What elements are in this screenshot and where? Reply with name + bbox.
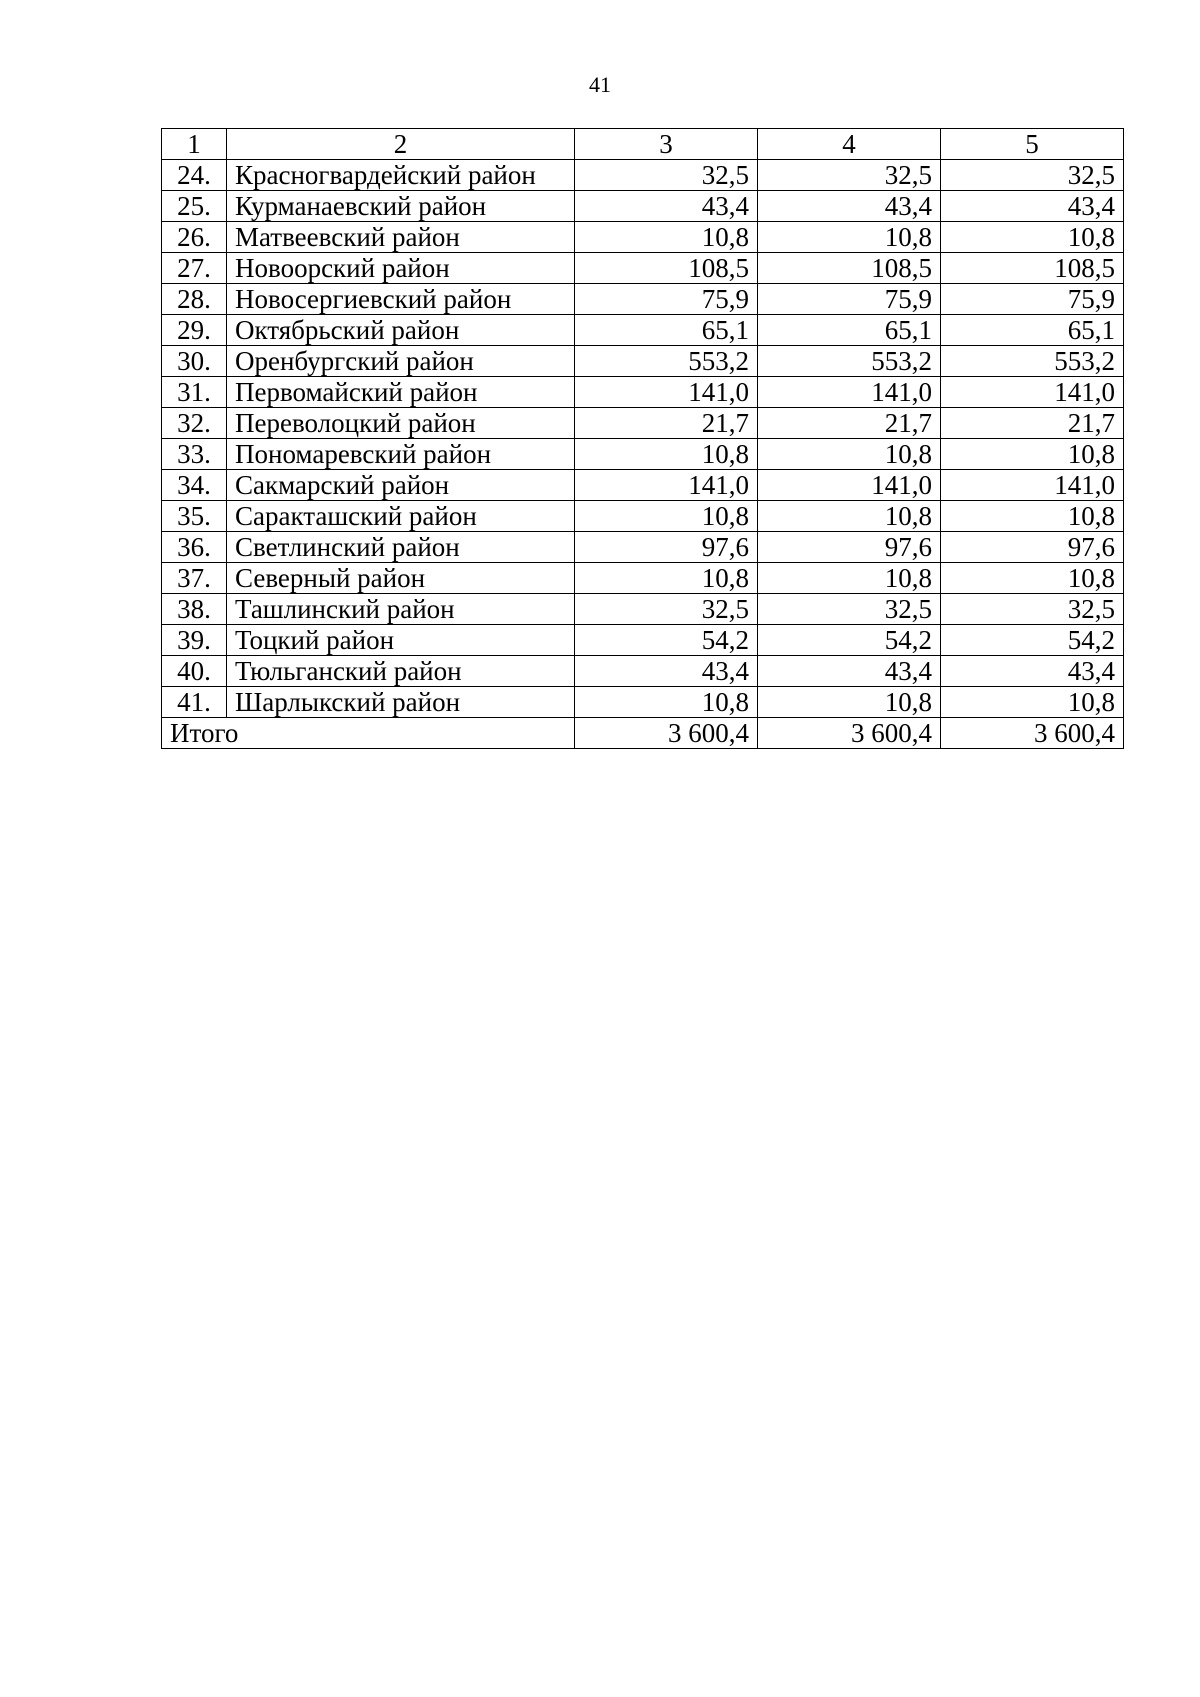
value-cell: 10,8 bbox=[758, 501, 941, 532]
value-cell: 54,2 bbox=[758, 625, 941, 656]
district-name: Новоорский район bbox=[227, 253, 575, 284]
header-row bbox=[162, 129, 1124, 160]
value-cell: 141,0 bbox=[575, 470, 758, 501]
district-name: Ташлинский район bbox=[227, 594, 575, 625]
district-name: Матвеевский район bbox=[227, 222, 575, 253]
value-cell: 54,2 bbox=[575, 625, 758, 656]
value-cell: 10,8 bbox=[941, 439, 1124, 470]
table-row bbox=[162, 284, 1124, 315]
district-name: Красногвардейский район bbox=[227, 160, 575, 191]
total-value: 3 600,4 bbox=[941, 718, 1124, 749]
value-cell: 43,4 bbox=[758, 656, 941, 687]
row-number: 25. bbox=[162, 191, 227, 222]
table-row bbox=[162, 315, 1124, 346]
row-number: 27. bbox=[162, 253, 227, 284]
total-value: 3 600,4 bbox=[575, 718, 758, 749]
value-cell: 108,5 bbox=[575, 253, 758, 284]
table-row bbox=[162, 594, 1124, 625]
table-row bbox=[162, 532, 1124, 563]
value-cell: 141,0 bbox=[758, 377, 941, 408]
value-cell: 43,4 bbox=[575, 656, 758, 687]
column-header-4: 4 bbox=[758, 129, 941, 160]
row-number: 38. bbox=[162, 594, 227, 625]
value-cell: 65,1 bbox=[941, 315, 1124, 346]
table-row bbox=[162, 222, 1124, 253]
value-cell: 65,1 bbox=[758, 315, 941, 346]
value-cell: 10,8 bbox=[941, 501, 1124, 532]
table-row bbox=[162, 439, 1124, 470]
value-cell: 32,5 bbox=[575, 160, 758, 191]
value-cell: 10,8 bbox=[941, 222, 1124, 253]
table-row bbox=[162, 160, 1124, 191]
row-number: 36. bbox=[162, 532, 227, 563]
value-cell: 43,4 bbox=[575, 191, 758, 222]
value-cell: 21,7 bbox=[941, 408, 1124, 439]
value-cell: 32,5 bbox=[758, 160, 941, 191]
column-header-2: 2 bbox=[227, 129, 575, 160]
value-cell: 108,5 bbox=[758, 253, 941, 284]
district-name: Первомайский район bbox=[227, 377, 575, 408]
value-cell: 10,8 bbox=[758, 222, 941, 253]
row-number: 39. bbox=[162, 625, 227, 656]
value-cell: 32,5 bbox=[758, 594, 941, 625]
total-label: Итого bbox=[162, 718, 575, 749]
value-cell: 21,7 bbox=[758, 408, 941, 439]
value-cell: 75,9 bbox=[575, 284, 758, 315]
value-cell: 97,6 bbox=[941, 532, 1124, 563]
table-row bbox=[162, 563, 1124, 594]
value-cell: 32,5 bbox=[941, 594, 1124, 625]
column-header-1: 1 bbox=[162, 129, 227, 160]
value-cell: 54,2 bbox=[941, 625, 1124, 656]
value-cell: 75,9 bbox=[941, 284, 1124, 315]
table-body bbox=[162, 160, 1124, 718]
district-name: Переволоцкий район bbox=[227, 408, 575, 439]
value-cell: 553,2 bbox=[758, 346, 941, 377]
district-name: Оренбургский район bbox=[227, 346, 575, 377]
table-row bbox=[162, 656, 1124, 687]
row-number: 35. bbox=[162, 501, 227, 532]
value-cell: 75,9 bbox=[758, 284, 941, 315]
table-row bbox=[162, 191, 1124, 222]
table-row bbox=[162, 687, 1124, 718]
value-cell: 21,7 bbox=[575, 408, 758, 439]
row-number: 29. bbox=[162, 315, 227, 346]
row-number: 34. bbox=[162, 470, 227, 501]
district-name: Тюльганский район bbox=[227, 656, 575, 687]
table-row bbox=[162, 501, 1124, 532]
table-row bbox=[162, 253, 1124, 284]
total-row bbox=[162, 718, 1124, 749]
row-number: 33. bbox=[162, 439, 227, 470]
district-name: Курманаевский район bbox=[227, 191, 575, 222]
value-cell: 97,6 bbox=[575, 532, 758, 563]
value-cell: 10,8 bbox=[575, 563, 758, 594]
total-value: 3 600,4 bbox=[758, 718, 941, 749]
value-cell: 32,5 bbox=[575, 594, 758, 625]
district-name: Новосергиевский район bbox=[227, 284, 575, 315]
value-cell: 10,8 bbox=[575, 222, 758, 253]
district-name: Светлинский район bbox=[227, 532, 575, 563]
row-number: 37. bbox=[162, 563, 227, 594]
table-row bbox=[162, 470, 1124, 501]
table-row bbox=[162, 408, 1124, 439]
district-name: Октябрьский район bbox=[227, 315, 575, 346]
district-name: Северный район bbox=[227, 563, 575, 594]
value-cell: 141,0 bbox=[941, 377, 1124, 408]
value-cell: 43,4 bbox=[758, 191, 941, 222]
value-cell: 553,2 bbox=[941, 346, 1124, 377]
column-header-5: 5 bbox=[941, 129, 1124, 160]
row-number: 30. bbox=[162, 346, 227, 377]
district-name: Сакмарский район bbox=[227, 470, 575, 501]
value-cell: 553,2 bbox=[575, 346, 758, 377]
table-row bbox=[162, 346, 1124, 377]
value-cell: 43,4 bbox=[941, 656, 1124, 687]
value-cell: 10,8 bbox=[575, 439, 758, 470]
value-cell: 10,8 bbox=[575, 687, 758, 718]
value-cell: 10,8 bbox=[758, 687, 941, 718]
table-row bbox=[162, 377, 1124, 408]
district-name: Шарлыкский район bbox=[227, 687, 575, 718]
page-number: 41 bbox=[589, 72, 611, 97]
value-cell: 141,0 bbox=[941, 470, 1124, 501]
table-row bbox=[162, 625, 1124, 656]
value-cell: 97,6 bbox=[758, 532, 941, 563]
value-cell: 10,8 bbox=[941, 563, 1124, 594]
value-cell: 108,5 bbox=[941, 253, 1124, 284]
value-cell: 43,4 bbox=[941, 191, 1124, 222]
district-name: Саракташский район bbox=[227, 501, 575, 532]
row-number: 32. bbox=[162, 408, 227, 439]
data-table bbox=[161, 128, 1124, 749]
column-header-3: 3 bbox=[575, 129, 758, 160]
district-name: Пономаревский район bbox=[227, 439, 575, 470]
value-cell: 65,1 bbox=[575, 315, 758, 346]
value-cell: 32,5 bbox=[941, 160, 1124, 191]
district-name: Тоцкий район bbox=[227, 625, 575, 656]
value-cell: 10,8 bbox=[575, 501, 758, 532]
row-number: 41. bbox=[162, 687, 227, 718]
value-cell: 141,0 bbox=[758, 470, 941, 501]
row-number: 26. bbox=[162, 222, 227, 253]
value-cell: 10,8 bbox=[941, 687, 1124, 718]
row-number: 28. bbox=[162, 284, 227, 315]
value-cell: 141,0 bbox=[575, 377, 758, 408]
row-number: 24. bbox=[162, 160, 227, 191]
row-number: 40. bbox=[162, 656, 227, 687]
value-cell: 10,8 bbox=[758, 439, 941, 470]
value-cell: 10,8 bbox=[758, 563, 941, 594]
row-number: 31. bbox=[162, 377, 227, 408]
